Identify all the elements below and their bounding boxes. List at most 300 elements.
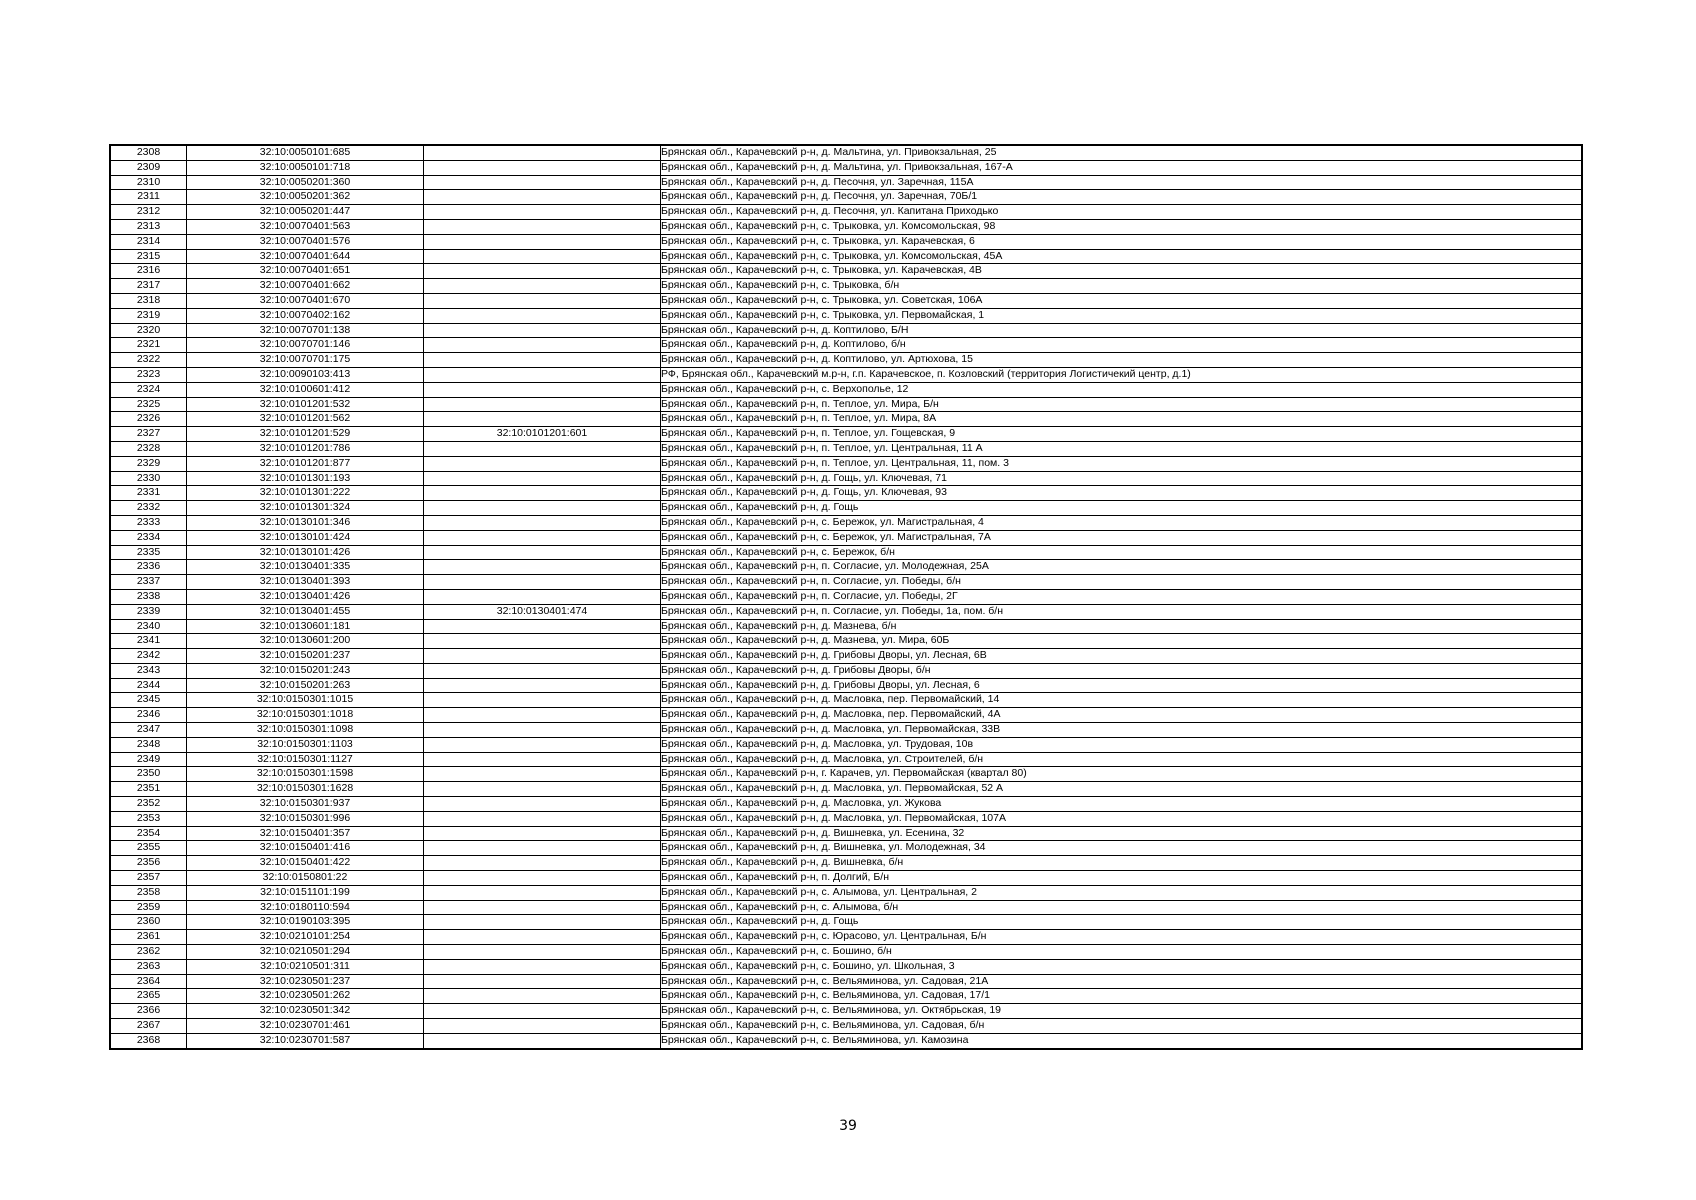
address-cell: Брянская обл., Карачевский р-н, п. Согласие, ул. Победы, 2Г <box>661 589 1583 604</box>
parent-cadastral-number-cell <box>424 530 661 545</box>
cadastral-number-cell: 32:10:0180110:594 <box>187 900 424 915</box>
row-number-cell: 2319 <box>110 308 187 323</box>
address-cell: Брянская обл., Карачевский р-н, с. Трыковка, ул. Комсомольская, 45А <box>661 249 1583 264</box>
row-number-cell: 2327 <box>110 427 187 442</box>
table-row <box>110 279 1582 294</box>
row-number-cell: 2345 <box>110 693 187 708</box>
row-number-cell: 2338 <box>110 589 187 604</box>
cadastral-number-cell: 32:10:0101201:562 <box>187 412 424 427</box>
parent-cadastral-number-cell <box>424 382 661 397</box>
table-row <box>110 767 1582 782</box>
row-number-cell: 2363 <box>110 959 187 974</box>
address-cell: Брянская обл., Карачевский р-н, д. Вишневка, ул. Есенина, 32 <box>661 826 1583 841</box>
table-row <box>110 930 1582 945</box>
address-cell: Брянская обл., Карачевский р-н, п. Долгий, Б/н <box>661 871 1583 886</box>
address-cell: РФ, Брянская обл., Карачевский м.р-н, г.п. Карачевское, п. Козловский (территория Логистичекий центр, д.1) <box>661 367 1583 382</box>
cadastral-number-cell: 32:10:0070402:162 <box>187 308 424 323</box>
parent-cadastral-number-cell <box>424 930 661 945</box>
address-cell: Брянская обл., Карачевский р-н, д. Масловка, ул. Жукова <box>661 797 1583 812</box>
row-number-cell: 2340 <box>110 619 187 634</box>
row-number-cell: 2320 <box>110 323 187 338</box>
table-row <box>110 604 1582 619</box>
cadastral-number-cell: 32:10:0070401:576 <box>187 234 424 249</box>
address-cell: Брянская обл., Карачевский р-н, д. Гощь <box>661 915 1583 930</box>
parent-cadastral-number-cell <box>424 737 661 752</box>
parent-cadastral-number-cell <box>424 412 661 427</box>
parent-cadastral-number-cell <box>424 545 661 560</box>
parent-cadastral-number-cell <box>424 856 661 871</box>
address-cell: Брянская обл., Карачевский р-н, с. Трыковка, б/н <box>661 279 1583 294</box>
row-number-cell: 2350 <box>110 767 187 782</box>
table-row <box>110 1004 1582 1019</box>
row-number-cell: 2360 <box>110 915 187 930</box>
parent-cadastral-number-cell <box>424 708 661 723</box>
address-cell: Брянская обл., Карачевский р-н, д. Мазнева, б/н <box>661 619 1583 634</box>
row-number-cell: 2355 <box>110 841 187 856</box>
parent-cadastral-number-cell <box>424 515 661 530</box>
row-number-cell: 2321 <box>110 338 187 353</box>
row-number-cell: 2339 <box>110 604 187 619</box>
table-row <box>110 811 1582 826</box>
cadastral-number-cell: 32:10:0210101:254 <box>187 930 424 945</box>
parent-cadastral-number-cell <box>424 589 661 604</box>
address-cell: Брянская обл., Карачевский р-н, п. Теплое, ул. Мира, 8А <box>661 412 1583 427</box>
row-number-cell: 2316 <box>110 264 187 279</box>
row-number-cell: 2356 <box>110 856 187 871</box>
row-number-cell: 2332 <box>110 501 187 516</box>
cadastral-number-cell: 32:10:0070401:563 <box>187 219 424 234</box>
table-row <box>110 293 1582 308</box>
table-row <box>110 441 1582 456</box>
table-row <box>110 205 1582 220</box>
cadastral-number-cell: 32:10:0070401:670 <box>187 293 424 308</box>
address-cell: Брянская обл., Карачевский р-н, с. Трыковка, ул. Комсомольская, 98 <box>661 219 1583 234</box>
address-cell: Брянская обл., Карачевский р-н, п. Согласие, ул. Победы, 1а, пом. б/н <box>661 604 1583 619</box>
cadastral-number-cell: 32:10:0070701:138 <box>187 323 424 338</box>
parent-cadastral-number-cell <box>424 871 661 886</box>
table-row <box>110 190 1582 205</box>
address-cell: Брянская обл., Карачевский р-н, с. Бошино, ул. Школьная, 3 <box>661 959 1583 974</box>
address-cell: Брянская обл., Карачевский р-н, д. Мальтина, ул. Привокзальная, 167-А <box>661 160 1583 175</box>
row-number-cell: 2311 <box>110 190 187 205</box>
table-row <box>110 308 1582 323</box>
row-number-cell: 2351 <box>110 782 187 797</box>
cadastral-number-cell: 32:10:0101201:532 <box>187 397 424 412</box>
cadastral-number-cell: 32:10:0150301:1098 <box>187 723 424 738</box>
cadastral-number-cell: 32:10:0230701:461 <box>187 1019 424 1034</box>
table-row <box>110 545 1582 560</box>
parent-cadastral-number-cell <box>424 974 661 989</box>
cadastral-number-cell: 32:10:0150301:1015 <box>187 693 424 708</box>
row-number-cell: 2331 <box>110 486 187 501</box>
row-number-cell: 2326 <box>110 412 187 427</box>
address-cell: Брянская обл., Карачевский р-н, п. Теплое, ул. Гощевская, 9 <box>661 427 1583 442</box>
table-row <box>110 974 1582 989</box>
cadastral-number-cell: 32:10:0150301:1628 <box>187 782 424 797</box>
parent-cadastral-number-cell <box>424 249 661 264</box>
address-cell: Брянская обл., Карачевский р-н, п. Теплое, ул. Мира, Б/н <box>661 397 1583 412</box>
table-row <box>110 959 1582 974</box>
parent-cadastral-number-cell <box>424 663 661 678</box>
table-row <box>110 323 1582 338</box>
address-cell: Брянская обл., Карачевский р-н, д. Вишневка, б/н <box>661 856 1583 871</box>
table-row <box>110 885 1582 900</box>
cadastral-number-cell: 32:10:0130401:393 <box>187 575 424 590</box>
row-number-cell: 2353 <box>110 811 187 826</box>
parent-cadastral-number-cell <box>424 885 661 900</box>
parent-cadastral-number-cell <box>424 264 661 279</box>
cadastral-number-cell: 32:10:0150301:1103 <box>187 737 424 752</box>
row-number-cell: 2315 <box>110 249 187 264</box>
cadastral-number-cell: 32:10:0150401:357 <box>187 826 424 841</box>
parent-cadastral-number-cell <box>424 811 661 826</box>
parent-cadastral-number-cell <box>424 175 661 190</box>
table-row <box>110 515 1582 530</box>
cadastral-number-cell: 32:10:0050201:360 <box>187 175 424 190</box>
row-number-cell: 2336 <box>110 560 187 575</box>
cadastral-number-cell: 32:10:0150401:416 <box>187 841 424 856</box>
address-cell: Брянская обл., Карачевский р-н, д. Масловка, ул. Строителей, б/н <box>661 752 1583 767</box>
row-number-cell: 2324 <box>110 382 187 397</box>
row-number-cell: 2354 <box>110 826 187 841</box>
table-row <box>110 160 1582 175</box>
table-row <box>110 708 1582 723</box>
cadastral-number-cell: 32:10:0130101:346 <box>187 515 424 530</box>
parent-cadastral-number-cell <box>424 190 661 205</box>
cadastral-number-cell: 32:10:0150301:1018 <box>187 708 424 723</box>
parent-cadastral-number-cell <box>424 338 661 353</box>
row-number-cell: 2325 <box>110 397 187 412</box>
table-row <box>110 249 1582 264</box>
cadastral-number-cell: 32:10:0101201:529 <box>187 427 424 442</box>
table-row <box>110 663 1582 678</box>
parent-cadastral-number-cell <box>424 279 661 294</box>
cadastral-number-cell: 32:10:0230501:237 <box>187 974 424 989</box>
parent-cadastral-number-cell <box>424 915 661 930</box>
cadastral-number-cell: 32:10:0130401:426 <box>187 589 424 604</box>
table-row <box>110 219 1582 234</box>
parent-cadastral-number-cell <box>424 501 661 516</box>
address-cell: Брянская обл., Карачевский р-н, с. Вельяминова, ул. Садовая, 21А <box>661 974 1583 989</box>
parent-cadastral-number-cell <box>424 486 661 501</box>
cadastral-number-cell: 32:10:0130101:426 <box>187 545 424 560</box>
address-cell: Брянская обл., Карачевский р-н, с. Вельяминова, ул. Садовая, б/н <box>661 1019 1583 1034</box>
address-cell: Брянская обл., Карачевский р-н, д. Мазнева, ул. Мира, 60Б <box>661 634 1583 649</box>
table-row <box>110 723 1582 738</box>
parent-cadastral-number-cell <box>424 219 661 234</box>
row-number-cell: 2359 <box>110 900 187 915</box>
row-number-cell: 2313 <box>110 219 187 234</box>
parent-cadastral-number-cell <box>424 723 661 738</box>
parent-cadastral-number-cell <box>424 160 661 175</box>
cadastral-number-cell: 32:10:0070701:146 <box>187 338 424 353</box>
address-cell: Брянская обл., Карачевский р-н, с. Алымова, б/н <box>661 900 1583 915</box>
table-row <box>110 264 1582 279</box>
address-cell: Брянская обл., Карачевский р-н, с. Бережок, б/н <box>661 545 1583 560</box>
table-row <box>110 486 1582 501</box>
parent-cadastral-number-cell <box>424 959 661 974</box>
row-number-cell: 2334 <box>110 530 187 545</box>
address-cell: Брянская обл., Карачевский р-н, с. Трыковка, ул. Карачевская, 6 <box>661 234 1583 249</box>
table-row <box>110 1033 1582 1048</box>
parent-cadastral-number-cell <box>424 619 661 634</box>
address-cell: Брянская обл., Карачевский р-н, д. Масловка, пер. Первомайский, 4А <box>661 708 1583 723</box>
address-cell: Брянская обл., Карачевский р-н, д. Грибовы Дворы, ул. Лесная, 6 <box>661 678 1583 693</box>
register-table-body <box>110 145 1582 1049</box>
parent-cadastral-number-cell <box>424 456 661 471</box>
cadastral-number-cell: 32:10:0130601:200 <box>187 634 424 649</box>
cadastral-number-cell: 32:10:0151101:199 <box>187 885 424 900</box>
row-number-cell: 2362 <box>110 945 187 960</box>
cadastral-number-cell: 32:10:0130601:181 <box>187 619 424 634</box>
cadastral-number-cell: 32:10:0230501:262 <box>187 989 424 1004</box>
parent-cadastral-number-cell <box>424 471 661 486</box>
cadastral-number-cell: 32:10:0101301:222 <box>187 486 424 501</box>
row-number-cell: 2312 <box>110 205 187 220</box>
parent-cadastral-number-cell <box>424 693 661 708</box>
row-number-cell: 2349 <box>110 752 187 767</box>
parent-cadastral-number-cell <box>424 560 661 575</box>
parent-cadastral-number-cell <box>424 575 661 590</box>
parent-cadastral-number-cell: 32:10:0130401:474 <box>424 604 661 619</box>
row-number-cell: 2368 <box>110 1033 187 1048</box>
cadastral-number-cell: 32:10:0230501:342 <box>187 1004 424 1019</box>
cadastral-number-cell: 32:10:0090103:413 <box>187 367 424 382</box>
table-row <box>110 797 1582 812</box>
row-number-cell: 2358 <box>110 885 187 900</box>
address-cell: Брянская обл., Карачевский р-н, п. Теплое, ул. Центральная, 11 А <box>661 441 1583 456</box>
cadastral-number-cell: 32:10:0070401:644 <box>187 249 424 264</box>
address-cell: Брянская обл., Карачевский р-н, с. Верхополье, 12 <box>661 382 1583 397</box>
cadastral-number-cell: 32:10:0150201:243 <box>187 663 424 678</box>
address-cell: Брянская обл., Карачевский р-н, д. Коптилово, б/н <box>661 338 1583 353</box>
parent-cadastral-number-cell <box>424 1019 661 1034</box>
cadastral-number-cell: 32:10:0150301:937 <box>187 797 424 812</box>
row-number-cell: 2364 <box>110 974 187 989</box>
table-row <box>110 575 1582 590</box>
address-cell: Брянская обл., Карачевский р-н, д. Гощь <box>661 501 1583 516</box>
table-row <box>110 234 1582 249</box>
cadastral-number-cell: 32:10:0101301:324 <box>187 501 424 516</box>
cadastral-number-cell: 32:10:0150301:996 <box>187 811 424 826</box>
row-number-cell: 2308 <box>110 145 187 160</box>
cadastral-number-cell: 32:10:0150201:237 <box>187 649 424 664</box>
table-row <box>110 427 1582 442</box>
parent-cadastral-number-cell <box>424 752 661 767</box>
table-row <box>110 530 1582 545</box>
table-row <box>110 841 1582 856</box>
address-cell: Брянская обл., Карачевский р-н, д. Масловка, ул. Первомайская, 107А <box>661 811 1583 826</box>
address-cell: Брянская обл., Карачевский р-н, д. Масловка, ул. Первомайская, 33В <box>661 723 1583 738</box>
register-table <box>109 144 1583 1050</box>
cadastral-number-cell: 32:10:0101301:193 <box>187 471 424 486</box>
address-cell: Брянская обл., Карачевский р-н, с. Трыковка, ул. Советская, 106А <box>661 293 1583 308</box>
parent-cadastral-number-cell <box>424 767 661 782</box>
address-cell: Брянская обл., Карачевский р-н, с. Трыковка, ул. Первомайская, 1 <box>661 308 1583 323</box>
address-cell: Брянская обл., Карачевский р-н, с. Вельяминова, ул. Октябрьская, 19 <box>661 1004 1583 1019</box>
parent-cadastral-number-cell <box>424 678 661 693</box>
row-number-cell: 2344 <box>110 678 187 693</box>
row-number-cell: 2333 <box>110 515 187 530</box>
parent-cadastral-number-cell <box>424 649 661 664</box>
cadastral-number-cell: 32:10:0050101:718 <box>187 160 424 175</box>
table-row <box>110 501 1582 516</box>
parent-cadastral-number-cell: 32:10:0101201:601 <box>424 427 661 442</box>
row-number-cell: 2309 <box>110 160 187 175</box>
address-cell: Брянская обл., Карачевский р-н, п. Согласие, ул. Молодежная, 25А <box>661 560 1583 575</box>
cadastral-number-cell: 32:10:0150401:422 <box>187 856 424 871</box>
address-cell: Брянская обл., Карачевский р-н, д. Мальтина, ул. Привокзальная, 25 <box>661 145 1583 160</box>
row-number-cell: 2318 <box>110 293 187 308</box>
row-number-cell: 2328 <box>110 441 187 456</box>
cadastral-number-cell: 32:10:0070701:175 <box>187 353 424 368</box>
table-row <box>110 945 1582 960</box>
parent-cadastral-number-cell <box>424 441 661 456</box>
table-row <box>110 678 1582 693</box>
row-number-cell: 2310 <box>110 175 187 190</box>
parent-cadastral-number-cell <box>424 234 661 249</box>
row-number-cell: 2348 <box>110 737 187 752</box>
address-cell: Брянская обл., Карачевский р-н, д. Масловка, пер. Первомайский, 14 <box>661 693 1583 708</box>
row-number-cell: 2365 <box>110 989 187 1004</box>
table-row <box>110 693 1582 708</box>
row-number-cell: 2343 <box>110 663 187 678</box>
row-number-cell: 2366 <box>110 1004 187 1019</box>
address-cell: Брянская обл., Карачевский р-н, д. Гощь, ул. Ключевая, 93 <box>661 486 1583 501</box>
table-row <box>110 1019 1582 1034</box>
cadastral-number-cell: 32:10:0150301:1598 <box>187 767 424 782</box>
address-cell: Брянская обл., Карачевский р-н, д. Песочня, ул. Капитана Приходько <box>661 205 1583 220</box>
address-cell: Брянская обл., Карачевский р-н, с. Бережок, ул. Магистральная, 4 <box>661 515 1583 530</box>
address-cell: Брянская обл., Карачевский р-н, с. Юрасово, ул. Центральная, Б/н <box>661 930 1583 945</box>
table-row <box>110 649 1582 664</box>
table-row <box>110 175 1582 190</box>
address-cell: Брянская обл., Карачевский р-н, с. Вельяминова, ул. Садовая, 17/1 <box>661 989 1583 1004</box>
row-number-cell: 2323 <box>110 367 187 382</box>
cadastral-number-cell: 32:10:0130401:455 <box>187 604 424 619</box>
table-row <box>110 560 1582 575</box>
table-row <box>110 989 1582 1004</box>
row-number-cell: 2346 <box>110 708 187 723</box>
row-number-cell: 2357 <box>110 871 187 886</box>
cadastral-number-cell: 32:10:0070401:651 <box>187 264 424 279</box>
address-cell: Брянская обл., Карачевский р-н, с. Вельяминова, ул. Камозина <box>661 1033 1583 1048</box>
address-cell: Брянская обл., Карачевский р-н, с. Трыковка, ул. Карачевская, 4В <box>661 264 1583 279</box>
address-cell: Брянская обл., Карачевский р-н, г. Карачев, ул. Первомайская (квартал 80) <box>661 767 1583 782</box>
address-cell: Брянская обл., Карачевский р-н, д. Масловка, ул. Трудовая, 10в <box>661 737 1583 752</box>
row-number-cell: 2361 <box>110 930 187 945</box>
address-cell: Брянская обл., Карачевский р-н, д. Коптилово, ул. Артюхова, 15 <box>661 353 1583 368</box>
address-cell: Брянская обл., Карачевский р-н, п. Согласие, ул. Победы, б/н <box>661 575 1583 590</box>
row-number-cell: 2352 <box>110 797 187 812</box>
parent-cadastral-number-cell <box>424 826 661 841</box>
address-cell: Брянская обл., Карачевский р-н, д. Масловка, ул. Первомайская, 52 А <box>661 782 1583 797</box>
cadastral-number-cell: 32:10:0150801:22 <box>187 871 424 886</box>
row-number-cell: 2367 <box>110 1019 187 1034</box>
cadastral-number-cell: 32:10:0101201:786 <box>187 441 424 456</box>
parent-cadastral-number-cell <box>424 367 661 382</box>
row-number-cell: 2317 <box>110 279 187 294</box>
parent-cadastral-number-cell <box>424 797 661 812</box>
table-row <box>110 915 1582 930</box>
parent-cadastral-number-cell <box>424 308 661 323</box>
row-number-cell: 2330 <box>110 471 187 486</box>
address-cell: Брянская обл., Карачевский р-н, д. Грибовы Дворы, б/н <box>661 663 1583 678</box>
table-row <box>110 634 1582 649</box>
table-row <box>110 589 1582 604</box>
row-number-cell: 2341 <box>110 634 187 649</box>
table-row <box>110 367 1582 382</box>
table-row <box>110 826 1582 841</box>
parent-cadastral-number-cell <box>424 989 661 1004</box>
address-cell: Брянская обл., Карачевский р-н, с. Алымова, ул. Центральная, 2 <box>661 885 1583 900</box>
table-row <box>110 145 1582 160</box>
table-row <box>110 856 1582 871</box>
cadastral-number-cell: 32:10:0101201:877 <box>187 456 424 471</box>
address-cell: Брянская обл., Карачевский р-н, с. Бережок, ул. Магистральная, 7А <box>661 530 1583 545</box>
cadastral-number-cell: 32:10:0130401:335 <box>187 560 424 575</box>
address-cell: Брянская обл., Карачевский р-н, д. Грибовы Дворы, ул. Лесная, 6В <box>661 649 1583 664</box>
row-number-cell: 2322 <box>110 353 187 368</box>
parent-cadastral-number-cell <box>424 900 661 915</box>
parent-cadastral-number-cell <box>424 1033 661 1048</box>
parent-cadastral-number-cell <box>424 945 661 960</box>
row-number-cell: 2314 <box>110 234 187 249</box>
table-row <box>110 737 1582 752</box>
row-number-cell: 2329 <box>110 456 187 471</box>
parent-cadastral-number-cell <box>424 323 661 338</box>
table-row <box>110 397 1582 412</box>
table-row <box>110 900 1582 915</box>
table-row <box>110 471 1582 486</box>
address-cell: Брянская обл., Карачевский р-н, д. Вишневка, ул. Молодежная, 34 <box>661 841 1583 856</box>
cadastral-number-cell: 32:10:0210501:311 <box>187 959 424 974</box>
parent-cadastral-number-cell <box>424 782 661 797</box>
table-row <box>110 619 1582 634</box>
cadastral-number-cell: 32:10:0100601:412 <box>187 382 424 397</box>
table-row <box>110 353 1582 368</box>
cadastral-number-cell: 32:10:0050101:685 <box>187 145 424 160</box>
cadastral-number-cell: 32:10:0130101:424 <box>187 530 424 545</box>
parent-cadastral-number-cell <box>424 205 661 220</box>
row-number-cell: 2337 <box>110 575 187 590</box>
cadastral-number-cell: 32:10:0190103:395 <box>187 915 424 930</box>
parent-cadastral-number-cell <box>424 841 661 856</box>
address-cell: Брянская обл., Карачевский р-н, д. Песочня, ул. Заречная, 70Б/1 <box>661 190 1583 205</box>
address-cell: Брянская обл., Карачевский р-н, д. Песочня, ул. Заречная, 115А <box>661 175 1583 190</box>
address-cell: Брянская обл., Карачевский р-н, д. Коптилово, Б/Н <box>661 323 1583 338</box>
parent-cadastral-number-cell <box>424 634 661 649</box>
table-row <box>110 338 1582 353</box>
table-row <box>110 412 1582 427</box>
row-number-cell: 2347 <box>110 723 187 738</box>
cadastral-number-cell: 32:10:0050201:362 <box>187 190 424 205</box>
page-number: 39 <box>839 1118 857 1134</box>
parent-cadastral-number-cell <box>424 1004 661 1019</box>
parent-cadastral-number-cell <box>424 145 661 160</box>
parent-cadastral-number-cell <box>424 397 661 412</box>
cadastral-number-cell: 32:10:0230701:587 <box>187 1033 424 1048</box>
table-row <box>110 382 1582 397</box>
address-cell: Брянская обл., Карачевский р-н, д. Гощь, ул. Ключевая, 71 <box>661 471 1583 486</box>
row-number-cell: 2335 <box>110 545 187 560</box>
cadastral-number-cell: 32:10:0210501:294 <box>187 945 424 960</box>
parent-cadastral-number-cell <box>424 293 661 308</box>
table-row <box>110 782 1582 797</box>
cadastral-number-cell: 32:10:0050201:447 <box>187 205 424 220</box>
table-row <box>110 871 1582 886</box>
address-cell: Брянская обл., Карачевский р-н, п. Теплое, ул. Центральная, 11, пом. 3 <box>661 456 1583 471</box>
